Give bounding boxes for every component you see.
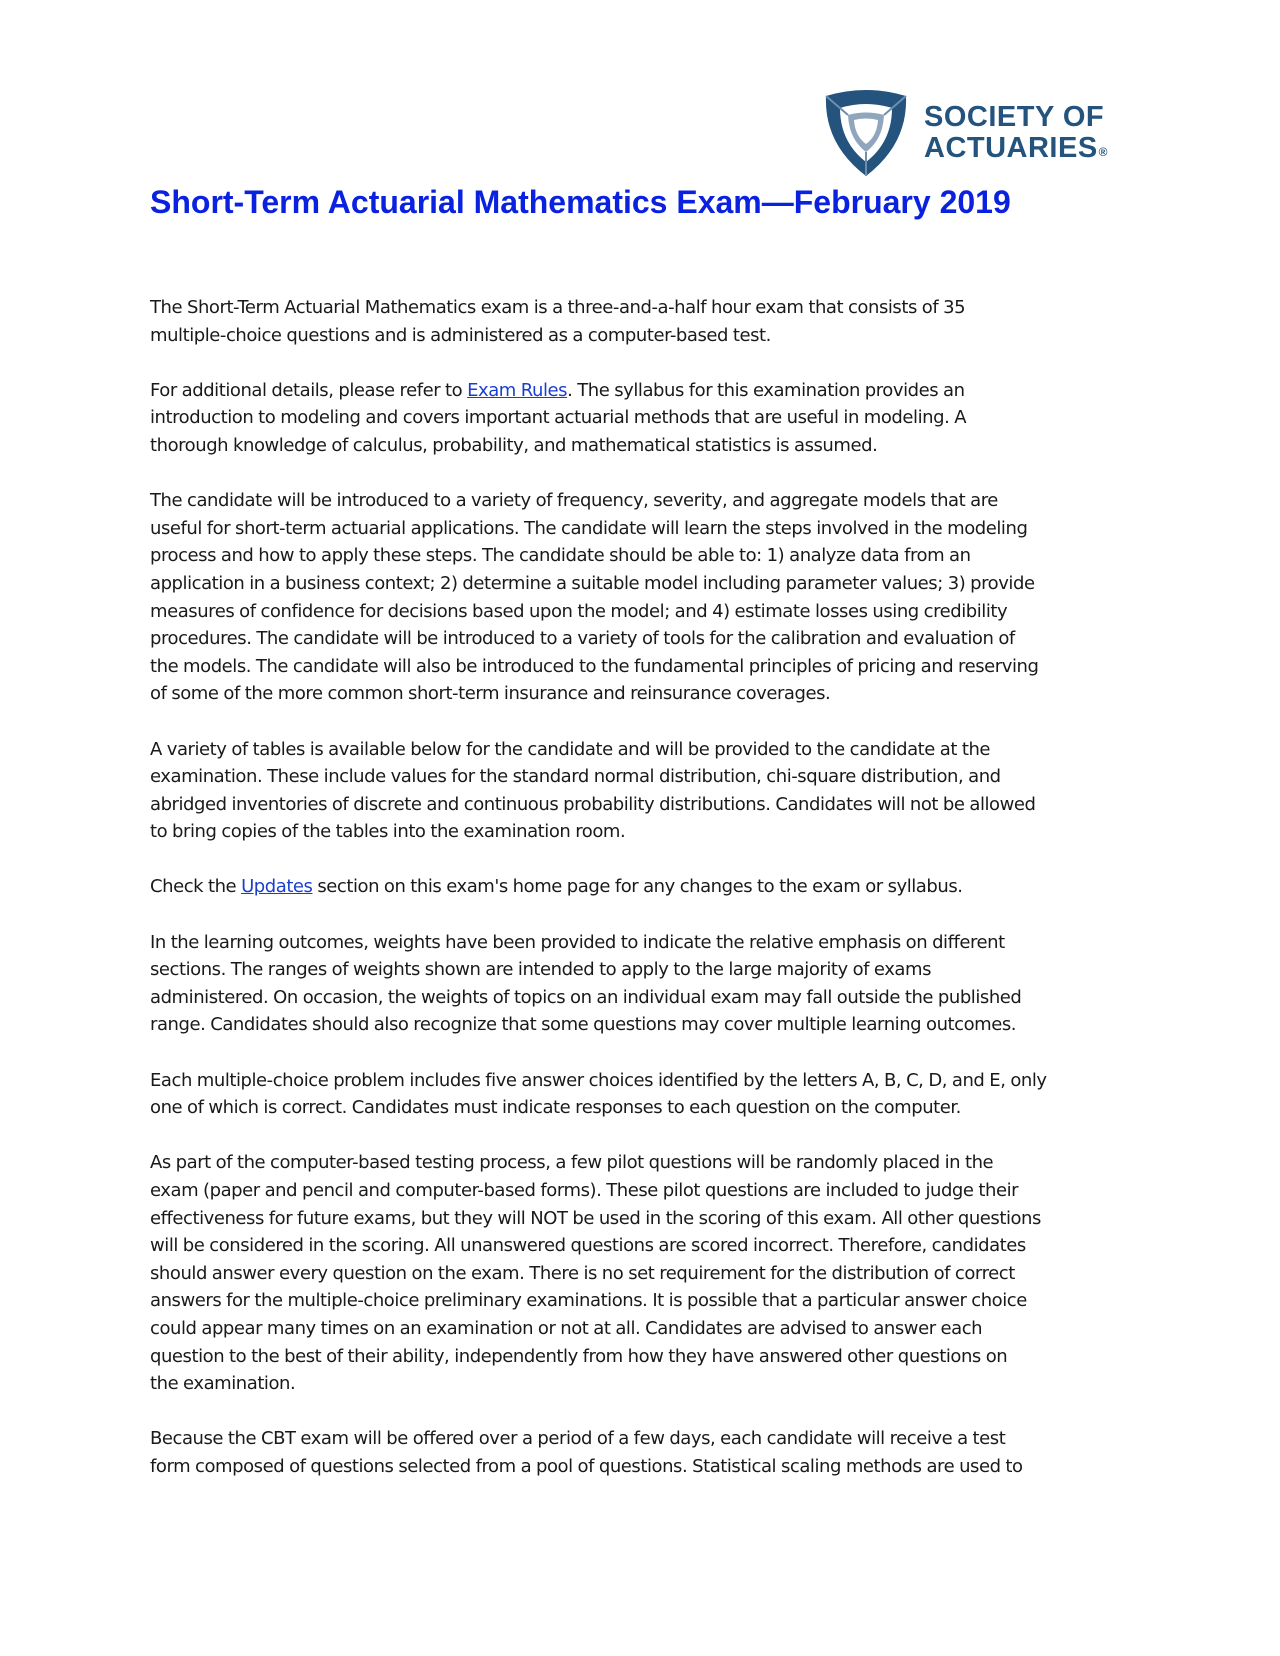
paragraph-exam-overview [150, 294, 1130, 349]
text-line: the examination. [150, 1373, 296, 1395]
text-line: process and how to apply these steps. The candidate should be able to: 1) analyze data from an [150, 545, 971, 567]
logo-line-1: SOCIETY OF [924, 101, 1105, 133]
text-line: Because the CBT exam will be offered over a period of a few days, each candidate will receive a test [150, 1428, 1006, 1450]
paragraph-candidate-models [150, 487, 1130, 708]
text-line: administered. On occasion, the weights of topics on an individual exam may fall outside the published [150, 986, 1022, 1008]
text-line: The Short-Term Actuarial Mathematics exam is a three-and-a-half hour exam that consists of 35 [150, 297, 966, 318]
text-line: introduction to modeling and covers important actuarial methods that are useful in modeling. A [150, 407, 967, 429]
paragraph-additional-details [150, 377, 1130, 460]
paragraph-pilot-questions [150, 1149, 1130, 1397]
text-line: measures of confidence for decisions based upon the model; and 4) estimate losses using credibility [150, 600, 1008, 622]
text-line: examination. These include values for the standard normal distribution, chi-square distribution, and [150, 766, 1001, 788]
text-line: of some of the more common short-term insurance and reinsurance coverages. [150, 683, 831, 705]
text-line: sections. The ranges of weights shown are intended to apply to the large majority of exams [150, 959, 931, 981]
logo-line-2: ACTUARIES [924, 132, 1098, 164]
logo-wordmark [924, 102, 1108, 168]
registered-mark: ® [1098, 145, 1109, 159]
text-line: one of which is correct. Candidates must indicate responses to each question on the computer. [150, 1097, 961, 1119]
paragraph-updates [150, 873, 1130, 901]
text-line: application in a business context; 2) determine a suitable model including parameter values; 3) provide [150, 572, 1035, 594]
text-line [150, 873, 1130, 901]
paragraph-learning-outcomes [150, 929, 1130, 1039]
text-fragment: section on this exam's home page for any changes to the exam or syllabus. [312, 876, 963, 898]
shield-icon [818, 86, 914, 178]
text-line: multiple-choice questions and is administered as a computer-based test. [150, 324, 771, 346]
text-line: answers for the multiple-choice preliminary examinations. It is possible that a particular answer choice [150, 1290, 1027, 1312]
text-line: As part of the computer-based testing process, a few pilot questions will be randomly placed in the [150, 1152, 994, 1174]
text-line: will be considered in the scoring. All unanswered questions are scored incorrect. Therefore, candidates [150, 1235, 1026, 1257]
text-line [150, 377, 1130, 405]
text-line: abridged inventories of discrete and continuous probability distributions. Candidates will not be allowed [150, 793, 1036, 815]
text-line: The candidate will be introduced to a variety of frequency, severity, and aggregate models that are [150, 490, 998, 512]
paragraph-multiple-choice [150, 1067, 1130, 1122]
paragraph-tables [150, 736, 1130, 846]
text-line: In the learning outcomes, weights have been provided to indicate the relative emphasis on different [150, 931, 1005, 953]
text-line: should answer every question on the exam. There is no set requirement for the distribution of correct [150, 1262, 1015, 1284]
updates-link[interactable]: Updates [241, 876, 313, 898]
text-line: could appear many times on an examination or not at all. Candidates are advised to answer each [150, 1317, 983, 1339]
text-line: useful for short-term actuarial applications. The candidate will learn the steps involved in the modeling [150, 517, 1028, 539]
text-line: A variety of tables is available below for the candidate and will be provided to the candidate at the [150, 738, 991, 760]
society-of-actuaries-logo [818, 82, 1118, 178]
text-line: to bring copies of the tables into the examination room. [150, 821, 626, 843]
text-line: Each multiple-choice problem includes five answer choices identified by the letters A, B, C, D, and E, only [150, 1069, 1047, 1091]
text-line: procedures. The candidate will be introduced to a variety of tools for the calibration and evaluation of [150, 628, 1015, 650]
document-title: Short-Term Actuarial Mathematics Exam—February 2019 [150, 184, 1011, 220]
text-line: effectiveness for future exams, but they will NOT be used in the scoring of this exam. All other questions [150, 1207, 1041, 1229]
text-line: thorough knowledge of calculus, probability, and mathematical statistics is assumed. [150, 434, 878, 456]
text-fragment: For additional details, please refer to [150, 379, 468, 401]
text-fragment: Check the [150, 876, 242, 898]
document-body [150, 294, 1130, 1508]
text-line: question to the best of their ability, independently from how they have answered other questions on [150, 1345, 1008, 1367]
text-fragment: . The syllabus for this examination provides an [567, 379, 965, 401]
text-line: form composed of questions selected from a pool of questions. Statistical scaling methods are used to [150, 1455, 1023, 1477]
text-line: range. Candidates should also recognize that some questions may cover multiple learning outcomes. [150, 1014, 1017, 1036]
text-line: exam (paper and pencil and computer-based forms). These pilot questions are included to judge their [150, 1180, 1019, 1201]
exam-rules-link[interactable]: Exam Rules [467, 379, 568, 401]
paragraph-cbt-exam [150, 1425, 1130, 1480]
text-line: the models. The candidate will also be introduced to the fundamental principles of pricing and reserving [150, 655, 1039, 677]
